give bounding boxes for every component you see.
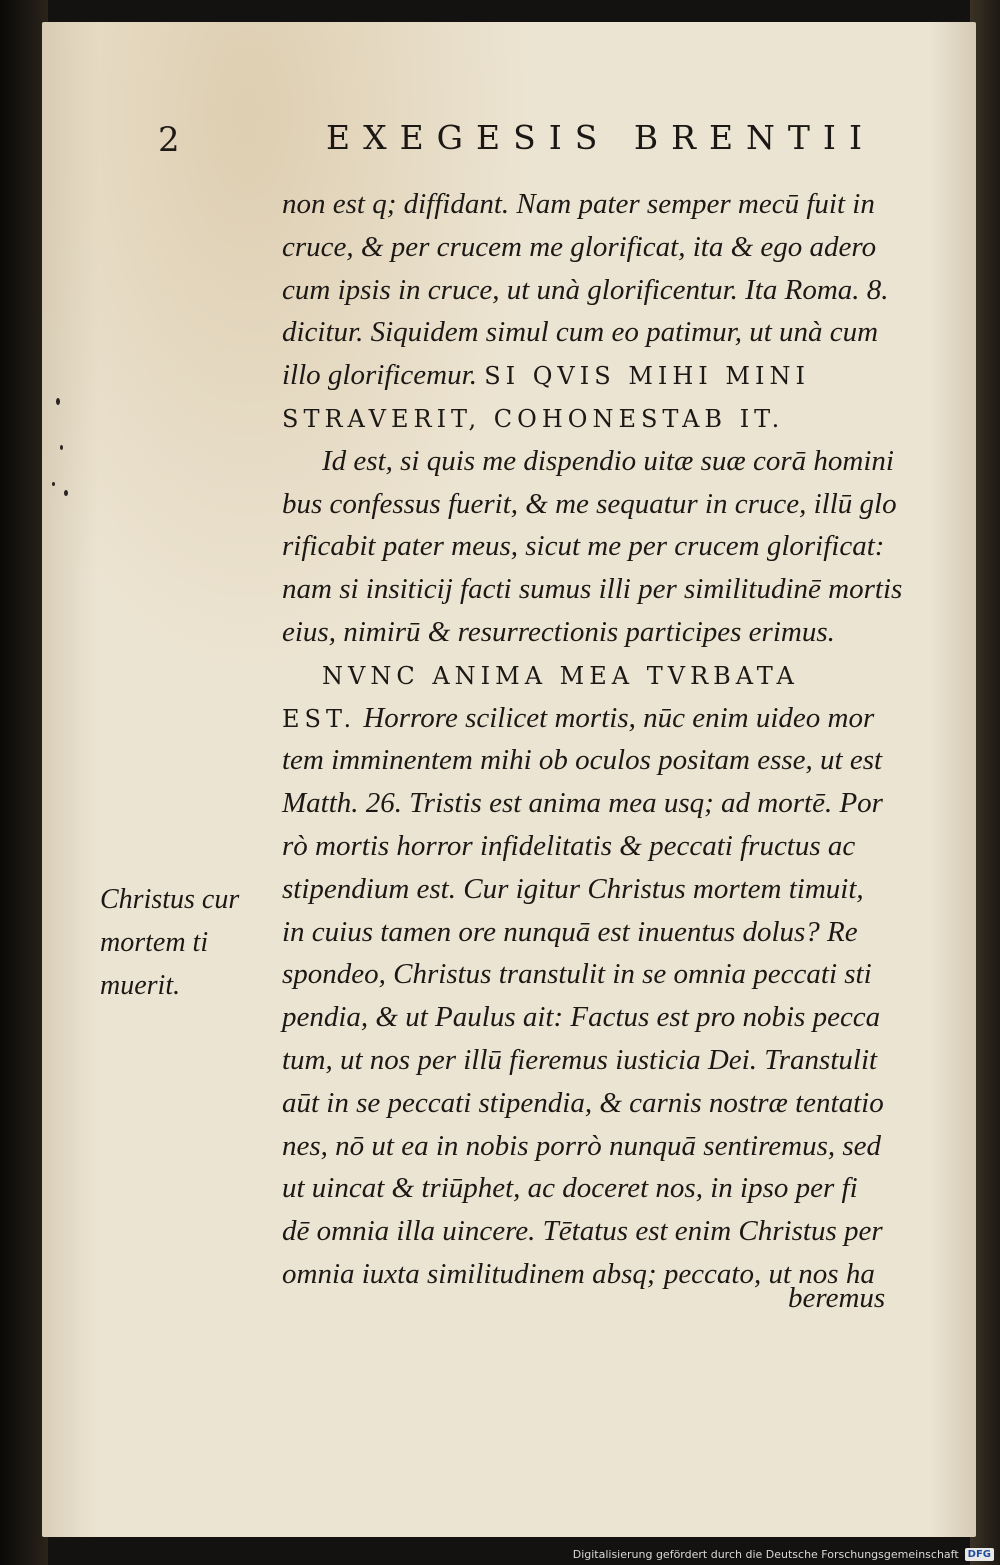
line-text: rò mortis horror infidelitatis & peccati fructus ac [282, 829, 856, 862]
line-text: cruce, & per crucem me glorificat, ita & ego adero [282, 230, 877, 263]
line-text: bus confessus fuerit, & me sequatur in cruce, illū glo [282, 487, 897, 520]
text-line [282, 1082, 912, 1125]
text-line [282, 782, 912, 825]
text-line [282, 996, 912, 1039]
page-marker: 2 [158, 120, 182, 160]
text-line [282, 269, 912, 312]
line-caps: SI QVIS MIHI MINI [484, 362, 810, 391]
line-caps: NVNC ANIMA MEA TVRBATA [322, 661, 799, 690]
line-text: Matth. 26. Tristis est anima mea usq; ad mortē. Por [282, 787, 883, 820]
line-caps: STRAVERIT, COHONESTAB IT. [282, 404, 785, 433]
text-line [282, 697, 912, 740]
text-line [282, 568, 912, 611]
text-line [282, 440, 912, 483]
text-line [282, 311, 912, 354]
book-spine [0, 0, 48, 1565]
marginal-note [100, 878, 260, 1007]
running-head: EXEGESIS BRENTII [326, 118, 876, 157]
line-text: Id est, si quis me dispendio uitæ suæ corā homini [322, 444, 894, 477]
text-line [282, 483, 912, 526]
line-text: pendia, & ut Paulus ait: Factus est pro nobis pecca [282, 1001, 881, 1034]
body-text [282, 183, 912, 1296]
marginal-note-line: mortem ti [100, 927, 209, 958]
marginal-note-line: muerit. [100, 970, 181, 1001]
line-rest: Horrore scilicet mortis, nūc enim uideo mor [356, 701, 875, 734]
footer-credit: Digitalisierung gefördert durch die Deutsche Forschungsgemeinschaft [572, 1548, 959, 1561]
line-text: cum ipsis in cruce, ut unà glorificentur. Ita Roma. 8. [282, 273, 889, 306]
text-line [282, 911, 912, 954]
text-line [282, 397, 912, 440]
text-line [282, 354, 912, 397]
line-text: eius, nimirū & resurrectionis participes erimus. [282, 615, 835, 648]
text-line [282, 525, 912, 568]
text-line [282, 1167, 912, 1210]
text-line [282, 868, 912, 911]
text-line [282, 183, 912, 226]
line-text: aūt in se peccati stipendia, & carnis nostræ tentatio [282, 1086, 884, 1119]
text-line [282, 1125, 912, 1168]
line-text: dicitur. Siquidem simul cum eo patimur, ut unà cum [282, 316, 879, 349]
line-text: in cuius tamen ore nunquā est inuentus dolus? Re [282, 915, 858, 948]
text-line [282, 825, 912, 868]
text-line [282, 1039, 912, 1082]
footer [573, 1548, 994, 1561]
line-text: tum, ut nos per illū fieremus iusticia Dei. Transtulit [282, 1043, 878, 1076]
text-line [282, 739, 912, 782]
line-text: tem imminentem mihi ob oculos positam esse, ut est [282, 744, 883, 777]
line-text: ut uincat & triūphet, ac doceret nos, in ipso per fi [282, 1172, 858, 1205]
line-text: nam si insiticij facti sumus illi per similitudinē mortis [282, 573, 903, 606]
dfg-logo: DFG [965, 1548, 994, 1561]
line-text: rificabit pater meus, sicut me per crucem glorificat: [282, 530, 885, 563]
line-text: dē omnia illa uincere. Tētatus est enim Christus per [282, 1215, 883, 1248]
marginal-note-line: Christus cur [100, 884, 240, 915]
line-text: stipendium est. Cur igitur Christus mortem timuit, [282, 872, 864, 905]
line-text: non est q; diffidant. Nam pater semper mecū fuit in [282, 188, 875, 220]
line-caps: EST. [282, 704, 357, 733]
text-line [282, 953, 912, 996]
line-text: nes, nō ut ea in nobis porrò nunquā sentiremus, sed [282, 1129, 882, 1162]
line-text: illo glorificemur. [282, 359, 485, 392]
text-line [282, 654, 912, 697]
line-text: spondeo, Christus transtulit in se omnia peccati sti [282, 958, 872, 991]
text-line [282, 611, 912, 654]
text-line [282, 226, 912, 269]
text-line [282, 1210, 912, 1253]
catchword: beremus [788, 1282, 886, 1314]
line-text: omnia iuxta similitudinem absq; peccato, ut nos ha [282, 1257, 875, 1290]
